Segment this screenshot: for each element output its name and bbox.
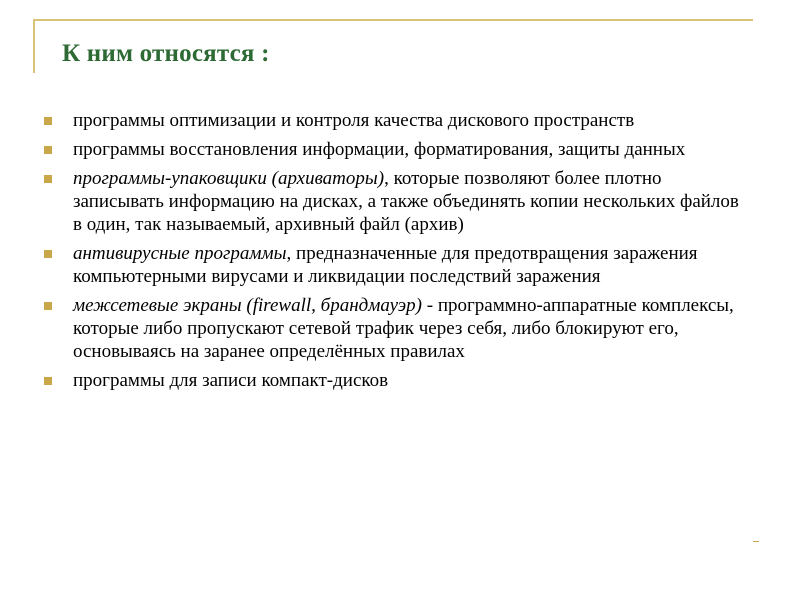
bullet-item-cd-burning — [42, 369, 752, 392]
bullet-text: программы для записи компакт-дисков — [73, 370, 389, 391]
bullet-item-antivirus — [42, 242, 752, 288]
bullet-lead: программы-упаковщики (архиваторы) — [73, 168, 385, 189]
bullet-item-firewall — [42, 294, 752, 363]
bullet-item-recovery — [42, 138, 752, 161]
square-bullet-icon — [44, 146, 52, 154]
bullet-list — [42, 109, 752, 398]
square-bullet-icon — [44, 117, 52, 125]
bullet-text: - программно-аппаратные комплексы, которые либо пропускают сетевой трафик через себя, либо блокируют его, основываясь на заранее определённых правилах — [73, 295, 734, 362]
corner-decoration — [753, 541, 759, 542]
square-bullet-icon — [44, 377, 52, 385]
square-bullet-icon — [44, 175, 52, 183]
left-decorative-rule — [33, 19, 35, 73]
square-bullet-icon — [44, 302, 52, 310]
bullet-item-archivers — [42, 167, 752, 236]
bullet-lead: антивирусные программы — [73, 243, 287, 264]
bullet-item-optimization — [42, 109, 752, 132]
square-bullet-icon — [44, 250, 52, 258]
bullet-text: , предназначенные для предотвращения заражения компьютерными вирусами и ликвидации последствий заражения — [73, 243, 698, 287]
bullet-text: , которые позволяют более плотно записывать информацию на дисках, а также объединять копии нескольких файлов в один, так называемый, архивный файл (архив) — [73, 168, 739, 235]
bullet-text: программы оптимизации и контроля качества дискового пространств — [73, 110, 635, 131]
bullet-text: программы восстановления информации, форматирования, защиты данных — [73, 139, 686, 160]
bullet-lead: межсетевые экраны (firewall, брандмауэр) — [73, 295, 423, 316]
slide-title: К ним относятся : — [62, 40, 270, 67]
top-decorative-rule — [33, 19, 753, 21]
